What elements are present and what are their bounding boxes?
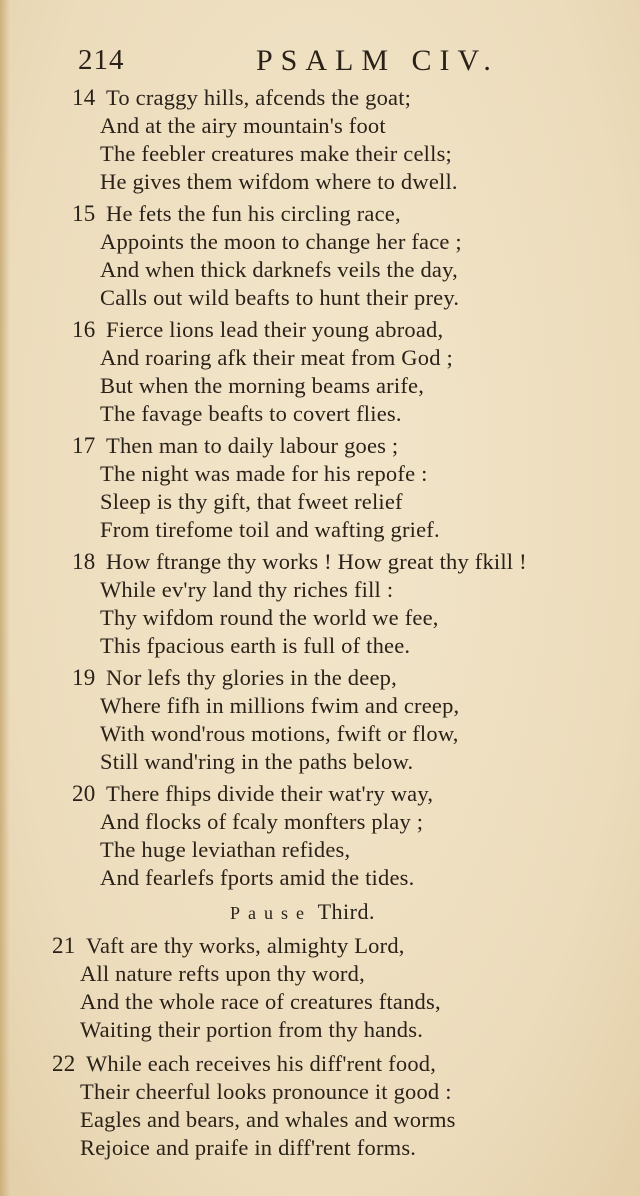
verse-number: 22	[52, 1051, 76, 1076]
verse-line: 22 While each receives his diff'rent food,	[52, 1051, 437, 1076]
verse-number: 21	[52, 933, 76, 958]
verse-line: 14 To craggy hills, afcends the goat;	[72, 85, 412, 110]
verse-line: Still wand'ring in the paths below.	[100, 749, 414, 774]
verse-line: This fpacious earth is full of thee.	[100, 633, 411, 658]
verse-line: And at the airy mountain's foot	[100, 113, 386, 138]
verse-line: And the whole race of creatures ftands,	[80, 989, 441, 1014]
stanza-20	[0, 780, 640, 892]
verse-line: 20 There fhips divide their wat'ry way,	[72, 781, 434, 806]
verse-line: Appoints the moon to change her face ;	[100, 229, 462, 254]
verse-line: From tirefome toil and wafting grief.	[100, 517, 440, 542]
verse-line: The huge leviathan refides,	[100, 837, 351, 862]
verse-number: 17	[72, 433, 96, 458]
stanza-16	[0, 316, 640, 428]
page-number: 214	[78, 44, 125, 76]
stanza-14	[0, 84, 640, 196]
stanza-21	[0, 932, 640, 1044]
verse-line: Their cheerful looks pronounce it good :	[80, 1079, 452, 1104]
stanza-22	[0, 1050, 640, 1162]
verse-line: Rejoice and praife in diff'rent forms.	[80, 1135, 417, 1160]
pause-heading	[0, 898, 640, 926]
verse-number: 14	[72, 85, 96, 110]
page-header	[70, 44, 630, 84]
verse-number: 15	[72, 201, 96, 226]
verse-line: Thy wifdom round the world we fee,	[100, 605, 439, 630]
verse-line: With wond'rous motions, fwift or flow,	[100, 721, 459, 746]
verse-line: The night was made for his repofe :	[100, 461, 428, 486]
verse-line: Waiting their portion from thy hands.	[80, 1017, 424, 1042]
verse-number: 20	[72, 781, 96, 806]
verse-line: But when the morning beams arife,	[100, 373, 425, 398]
verse-line: 18 How ftrange thy works ! How great thy fkill !	[72, 549, 527, 574]
verse-line: Where fifh in millions fwim and creep,	[100, 693, 460, 718]
verse-line: And flocks of fcaly monfters play ;	[100, 809, 424, 834]
verse-line: 16 Fierce lions lead their young abroad,	[72, 317, 444, 342]
verse-line: And when thick darknefs veils the day,	[100, 257, 458, 282]
verse-line: 21 Vaft are thy works, almighty Lord,	[52, 933, 405, 958]
verse-line: 17 Then man to daily labour goes ;	[72, 433, 399, 458]
pause-word: Pause	[230, 903, 312, 923]
verse-number: 16	[72, 317, 96, 342]
stanza-18	[0, 548, 640, 660]
verse-line: While ev'ry land thy riches fill :	[100, 577, 394, 602]
verse-line: He gives them wifdom where to dwell.	[100, 169, 458, 194]
verse-line: And fearlefs fports amid the tides.	[100, 865, 415, 890]
verse-line: Eagles and bears, and whales and worms	[80, 1107, 456, 1132]
psalm-text	[0, 84, 640, 1162]
pause-label: Third.	[317, 899, 375, 924]
stanza-15	[0, 200, 640, 312]
verse-line: All nature refts upon thy word,	[80, 961, 365, 986]
verse-line: The feebler creatures make their cells;	[100, 141, 452, 166]
stanza-17	[0, 432, 640, 544]
verse-number: 19	[72, 665, 96, 690]
verse-line: The favage beafts to covert flies.	[100, 401, 402, 426]
running-title: PSALM CIV.	[256, 44, 499, 77]
verse-line: 19 Nor lefs thy glories in the deep,	[72, 665, 397, 690]
verse-number: 18	[72, 549, 96, 574]
verse-line: And roaring afk their meat from God ;	[100, 345, 453, 370]
verse-line: Sleep is thy gift, that fweet relief	[100, 489, 403, 514]
verse-line: Calls out wild beafts to hunt their prey.	[100, 285, 460, 310]
stanza-19	[0, 664, 640, 776]
verse-line: 15 He fets the fun his circling race,	[72, 201, 401, 226]
